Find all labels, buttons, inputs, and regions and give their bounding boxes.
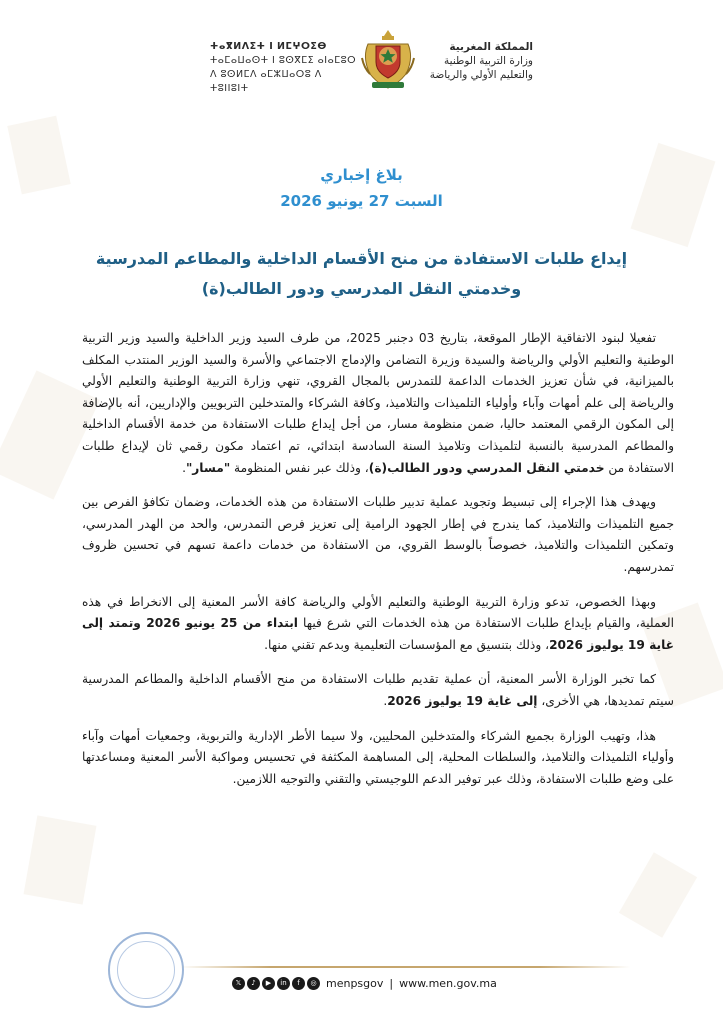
- website-link[interactable]: www.men.gov.ma: [399, 976, 497, 990]
- letterhead-tifinagh-line: ⵜⴰⵎⴰⵡⴰⵙⵜ ⵏ ⵓⵙⴳⵎⵉ ⴰⵏⴰⵎⵓⵔ: [210, 55, 357, 66]
- paragraph-text: .: [182, 460, 186, 475]
- bold-text: إلى غاية 19 يوليوز 2026: [387, 693, 538, 708]
- facebook-icon[interactable]: f: [292, 977, 305, 990]
- letterhead-arabic-line: وزارة التربية الوطنية: [444, 55, 533, 67]
- document-date: السبت 27 يونيو 2026: [280, 192, 443, 210]
- background-decoration: [24, 815, 97, 904]
- paragraph: ويهدف هذا الإجراء إلى تبسيط وتجويد عملية تدبير طلبات الاستفادة من هذه الخدمات، وضمان تكافؤ الفرص بين جميع التلميذات والتلاميذ، كما يندرج في إطار الجهود الرامية إلى تعزيز فرص التمدرس، والحد من الهدر المدرسي، وتمكين التلميذات والتلاميذ، خصوصاً بالوسط القروي، من الاستفادة من خدمات داعمة تسهم في تحسين ظروف تمدرسهم.: [82, 495, 674, 574]
- footer-divider: [180, 966, 630, 968]
- social-icons: [232, 977, 320, 990]
- coat-of-arms-icon: [358, 28, 418, 92]
- letterhead-arabic-line: والتعليم الأولي والرياضة: [429, 69, 533, 81]
- background-decoration: [619, 852, 697, 938]
- title-line-2: وخدمتي النقل المدرسي ودور الطالب(ة): [201, 279, 522, 298]
- footer-separator: |: [389, 976, 394, 990]
- paragraph-text: ، وذلك بتنسيق مع المؤسسات التعليمية وبدعم تقني منها.: [264, 637, 550, 652]
- footer: [232, 975, 552, 991]
- tiktok-icon[interactable]: ♪: [247, 977, 260, 990]
- letterhead-tifinagh-line: ⵜⴰⴳⵍⴷⵉⵜ ⵏ ⵍⵎⵖⵔⵉⴱ: [210, 41, 327, 52]
- letterhead: [0, 28, 723, 98]
- title-line-1: إيداع طلبات الاستفادة من منح الأقسام الداخلية والمطاعم المدرسية: [95, 249, 628, 268]
- document-kicker: بلاغ إخباري: [320, 166, 403, 184]
- paragraph: [82, 669, 674, 712]
- x-icon[interactable]: 𝕏: [232, 977, 245, 990]
- official-stamp: [108, 932, 184, 1008]
- bold-text: خدمتي النقل المدرسي ودور الطالب(ة): [368, 460, 605, 475]
- paragraph: [82, 592, 674, 657]
- document-body: [82, 328, 674, 803]
- bold-text: "مسار": [185, 460, 231, 475]
- official-stamp-inner: [117, 941, 175, 999]
- social-handle[interactable]: menpsgov: [326, 976, 384, 990]
- bold-text: ابتداء من 25 يونيو 2026 وتمتد إلى غاية 19 يوليوز 2026: [82, 616, 674, 652]
- page-title: [60, 244, 663, 304]
- linkedin-icon[interactable]: in: [277, 977, 290, 990]
- letterhead-arabic-line: المملكة المغربية: [449, 41, 533, 53]
- paragraph: هذا، وتهيب الوزارة بجميع الشركاء والمتدخلين المحليين، ولا سيما الأطر الإدارية والتربوية، وجمعيات أمهات وآباء وأولياء التلميذات والتلاميذ، والسلطات المحلية، إلى المساهمة المكثفة في تحسيس ومواكبة الأسر المعنية ومساعدتها على وضع طلبات الاستفادة، وذلك عبر توفير الدعم اللوجيستي والتقني والتوجيه اللازمين.: [82, 728, 674, 786]
- instagram-icon[interactable]: ◎: [307, 977, 320, 990]
- paragraph-text: وبهذا الخصوص، تدعو وزارة التربية الوطنية والتعليم الأولي والرياضة كافة الأسر المعنية إلى الانخراط في هذه العملية، والقيام بإيداع طلبات الاستفادة من هذه الخدمات التي شرع فيها: [82, 594, 674, 631]
- paragraph: [82, 328, 674, 479]
- paragraph-text: كما تخبر الوزارة الأسر المعنية، أن عملية تقديم طلبات الاستفادة من منح الأقسام الداخلية والمطاعم المدرسية سيتم تمديدها، هي الأخرى،: [82, 672, 674, 708]
- paragraph-text: تفعيلا لبنود الاتفاقية الإطار الموقعة، بتاريخ 03 دجنبر 2025، من طرف السيد وزير الداخلية والسيد وزير التربية الوطنية والتعليم الأولي والرياضة والسيدة وزيرة التضامن والإدماج الاجتماعي والأسرة والسيد الوزير المنتدب المكلف بالميزانية، في شأن تعزيز الخدمات الداعمة للتمدرس بالمجال القروي، تنهي وزارة التربية الوطنية والتعليم الأولي والرياضة إلى علم أمهات وآباء وأولياء التلميذات والتلاميذ، وكافة الشركاء والمتدخلين التربويين والإداريين، أنه بالإضافة إلى المكون الرقمي المعتمد حاليا، ضمن منظومة مسار، من أجل إيداع طلبات الاستفادة من خدمة الأقسام الداخلية والمطاعم المدرسية بالنسبة لتلميذات وتلاميذ السنة السادسة ابتدائي، تم اعتماد مكون رقمي ثان لإيداع طلبات الاستفادة من: [82, 331, 674, 475]
- youtube-icon[interactable]: ▶: [262, 977, 275, 990]
- letterhead-arabic: [413, 40, 533, 82]
- paragraph-text: ، وذلك عبر نفس المنظومة: [230, 460, 369, 475]
- paragraph-text: .: [383, 693, 388, 708]
- letterhead-tifinagh: [210, 40, 360, 96]
- letterhead-tifinagh-line: ⴷ ⵓⵙⵍⵎⴷ ⴰⵎⵣⵡⴰⵔⵓ ⴷ ⵜⵓⵏⵏⵓⵏⵜ: [210, 69, 322, 94]
